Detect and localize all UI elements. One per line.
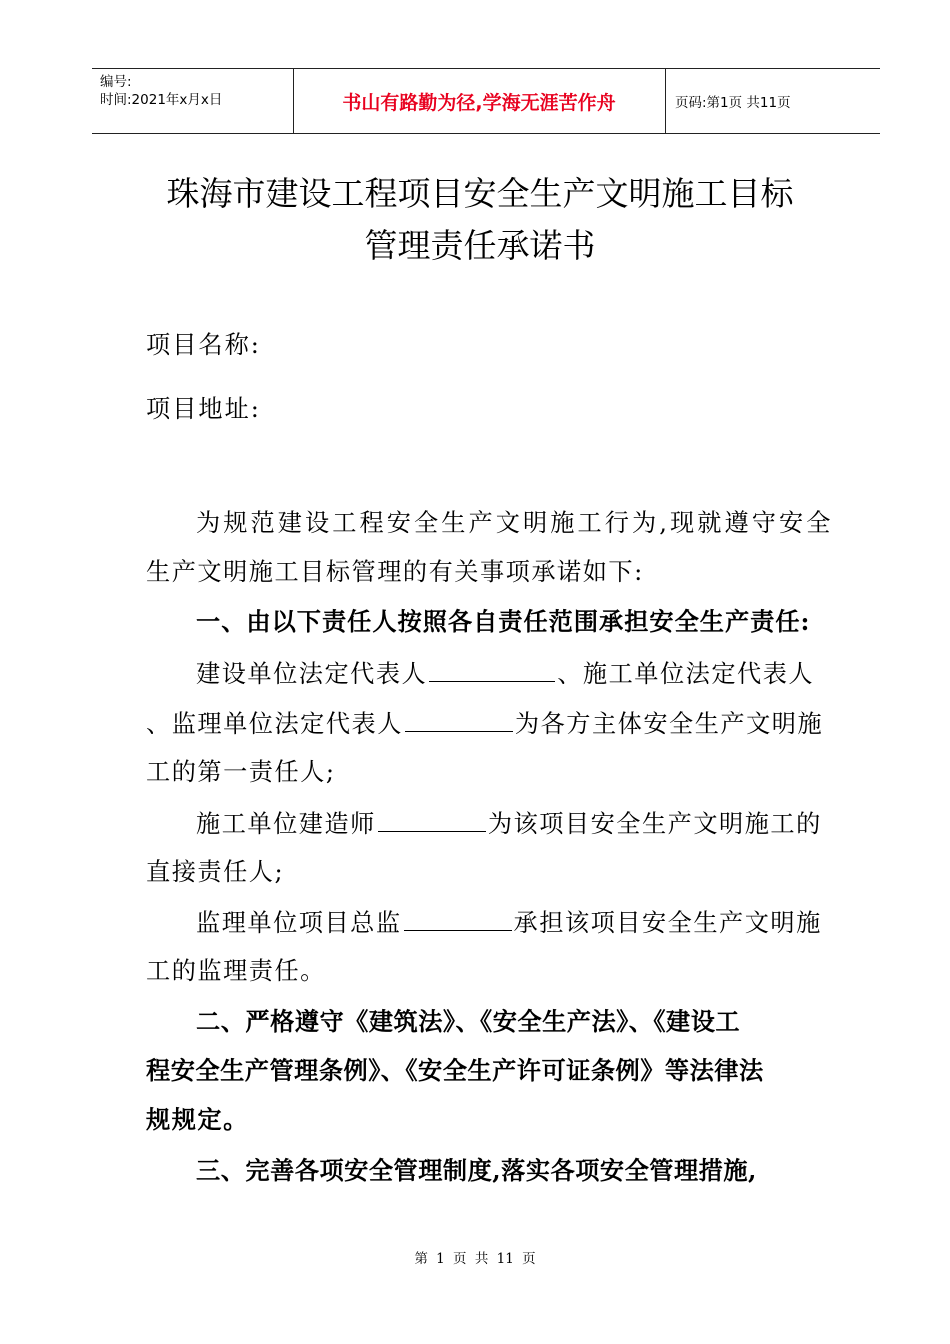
time-label: 时间:2021年x月x日 bbox=[100, 92, 223, 108]
header-page-info: 页码:第1页 共11页 bbox=[675, 95, 791, 111]
p3-text-a: 监理单位项目总监 bbox=[196, 909, 402, 937]
paragraph-3-line-2: 工的监理责任。 bbox=[146, 957, 326, 985]
project-address-label: 项目地址: bbox=[146, 395, 261, 423]
document-header bbox=[92, 68, 880, 134]
section-2-line-1: 二、严格遵守《建筑法》、《安全生产法》、《建设工 bbox=[196, 1007, 741, 1036]
p1-text-b: 、施工单位法定代表人 bbox=[557, 660, 815, 688]
document-title-line-1: 珠海市建设工程项目安全生产文明施工目标 bbox=[166, 174, 794, 213]
p2-text-b: 为该项目安全生产文明施工的 bbox=[487, 810, 822, 838]
p1-text-d: 为各方主体安全生产文明施 bbox=[514, 710, 824, 738]
signature-blank bbox=[429, 657, 555, 682]
paragraph-2-line-2: 直接责任人; bbox=[146, 858, 285, 886]
p2-text-a: 施工单位建造师 bbox=[196, 810, 376, 838]
signature-blank bbox=[378, 807, 486, 832]
paragraph-1-line-2 bbox=[146, 707, 836, 739]
paragraph-1-line-1 bbox=[196, 657, 832, 689]
slogan-text: 书山有路勤为径,学海无涯苦作舟 bbox=[342, 91, 616, 114]
number-label: 编号: bbox=[100, 74, 132, 90]
intro-line-1: 为规范建设工程安全生产文明施工行为,现就遵守安全 bbox=[196, 509, 832, 537]
paragraph-2-line-1 bbox=[196, 807, 832, 839]
p1-text-a: 建设单位法定代表人 bbox=[196, 660, 428, 688]
section-2-line-3: 规规定。 bbox=[146, 1105, 249, 1134]
document-title-line-2: 管理责任承诺书 bbox=[364, 226, 596, 265]
paragraph-1-line-3: 工的第一责任人; bbox=[146, 758, 336, 786]
project-name-label: 项目名称: bbox=[146, 331, 261, 359]
signature-blank bbox=[404, 906, 512, 931]
p3-text-b: 承担该项目安全生产文明施 bbox=[513, 909, 822, 937]
signature-blank bbox=[405, 707, 513, 732]
section-3-line-1: 三、完善各项安全管理制度,落实各项安全管理措施, bbox=[196, 1156, 757, 1185]
page-footer: 第 1 页 共 11 页 bbox=[414, 1251, 536, 1267]
header-meta-cell bbox=[92, 69, 294, 133]
intro-line-2: 生产文明施工目标管理的有关事项承诺如下: bbox=[146, 558, 644, 586]
header-slogan-cell bbox=[293, 69, 666, 133]
p1-text-c: 、监理单位法定代表人 bbox=[146, 710, 403, 738]
paragraph-3-line-1 bbox=[196, 906, 832, 938]
section-2-line-2: 程安全生产管理条例》、《安全生产许可证条例》等法律法 bbox=[146, 1056, 764, 1085]
section-1-heading: 一、由以下责任人按照各自责任范围承担安全生产责任: bbox=[196, 607, 811, 636]
